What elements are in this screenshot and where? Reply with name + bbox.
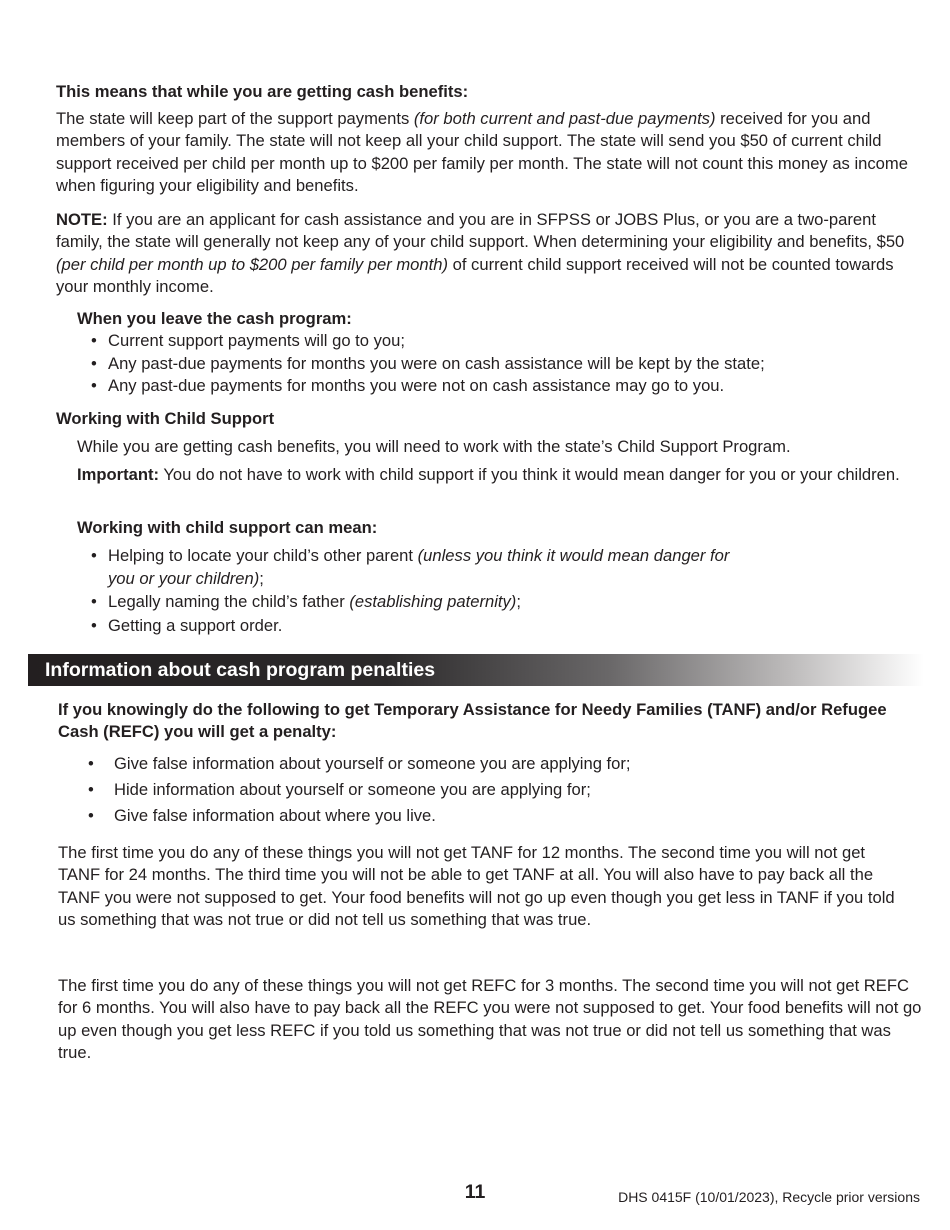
important-paragraph: Important: You do not have to work with child support if you think it would mean danger for you or your children. xyxy=(77,465,900,484)
list-item: • Legally naming the child’s father (establishing paternity); xyxy=(77,591,927,613)
bullet: • xyxy=(91,546,97,566)
list-item: • Hide information about yourself or someone you are applying for; xyxy=(58,779,918,801)
list-item: • Any past-due payments for months you were not on cash assistance may go to you. xyxy=(77,375,927,397)
page-number: 11 xyxy=(464,1181,486,1203)
refc-penalty-paragraph: The first time you do any of these things you will not get REFC for 3 months. The second time you will not get REFC for 6 months. You will also have to pay back all the REFC you were not supposed to get. Your food benefits will not go up even though you get less REFC if you told us something that was not true or did not tell us something that was true. xyxy=(58,976,922,1063)
note-label: NOTE: xyxy=(56,210,108,229)
tanf-penalty-paragraph: The first time you do any of these things you will not get TANF for 12 months. The second time you will not get TANF for 24 months. The third time you will not be able to get TANF at all. You will also have to pay back all the TANF you were not supposed to get. Your food benefits will not go up even though you get less in TANF if you told us something that was not true or did not tell us something that was true. xyxy=(58,843,895,930)
list-item: • Give false information about where you live. xyxy=(58,805,918,827)
penalty-actions-section xyxy=(58,753,918,831)
list-item: • Current support payments will go to you; xyxy=(77,330,927,352)
bullet: • xyxy=(91,592,97,612)
bullet: • xyxy=(88,754,94,773)
important-label: Important: xyxy=(77,465,160,484)
bullet: • xyxy=(91,331,97,351)
child-support-can-mean-list xyxy=(77,545,927,637)
bullet: • xyxy=(91,615,97,635)
leave-cash-program-section xyxy=(77,308,927,398)
leave-cash-program-heading: When you leave the cash program: xyxy=(77,309,352,328)
note-paragraph: NOTE: If you are an applicant for cash assistance and you are in SFPSS or JOBS Plus, or you are a two-parent family, the state will generally not keep any of your child support. When determining your eligibility and benefits, $50 (per child per month up to $200 per family per month) of current child support received will not be counted towards your monthly income. xyxy=(56,210,905,297)
bullet: • xyxy=(91,376,97,396)
cash-benefits-heading: This means that while you are getting cash benefits: xyxy=(56,82,469,101)
list-item: • Getting a support order. xyxy=(77,615,927,637)
state-keeps-support-paragraph: The state will keep part of the support payments (for both current and past-due payments) received for you and members of your family. The state will not keep all your child support. The state will send you $50 of current child support received per child per month up to $200 per family per month. The state will not count this money as income when figuring your eligibility and benefits. xyxy=(56,109,908,196)
penalty-intro-paragraph: If you knowingly do the following to get Temporary Assistance for Needy Families (TANF) and/or Refugee Cash (REFC) you will get a penalty: xyxy=(58,700,887,742)
form-identifier: DHS 0415F (10/01/2023), Recycle prior versions xyxy=(618,1189,920,1205)
leave-cash-program-list xyxy=(77,330,927,397)
penalties-section-header xyxy=(28,654,924,686)
bullet: • xyxy=(88,780,94,799)
bullet: • xyxy=(91,353,97,373)
penalty-actions-list xyxy=(58,753,918,827)
child-support-can-mean-heading: Working with child support can mean: xyxy=(77,518,378,537)
list-item: • Helping to locate your child’s other parent (unless you think it would mean danger for you or your children); xyxy=(91,546,730,588)
penalties-section-title: Information about cash program penalties xyxy=(45,659,436,681)
working-with-child-support-heading: Working with Child Support xyxy=(56,409,275,428)
child-support-program-line: While you are getting cash benefits, you will need to work with the state’s Child Support Program. xyxy=(77,437,791,456)
bullet: • xyxy=(88,806,94,825)
list-item: • Any past-due payments for months you were on cash assistance will be kept by the state; xyxy=(77,353,927,375)
child-support-can-mean-section xyxy=(77,517,927,638)
list-item: • Give false information about yourself or someone you are applying for; xyxy=(58,753,918,775)
